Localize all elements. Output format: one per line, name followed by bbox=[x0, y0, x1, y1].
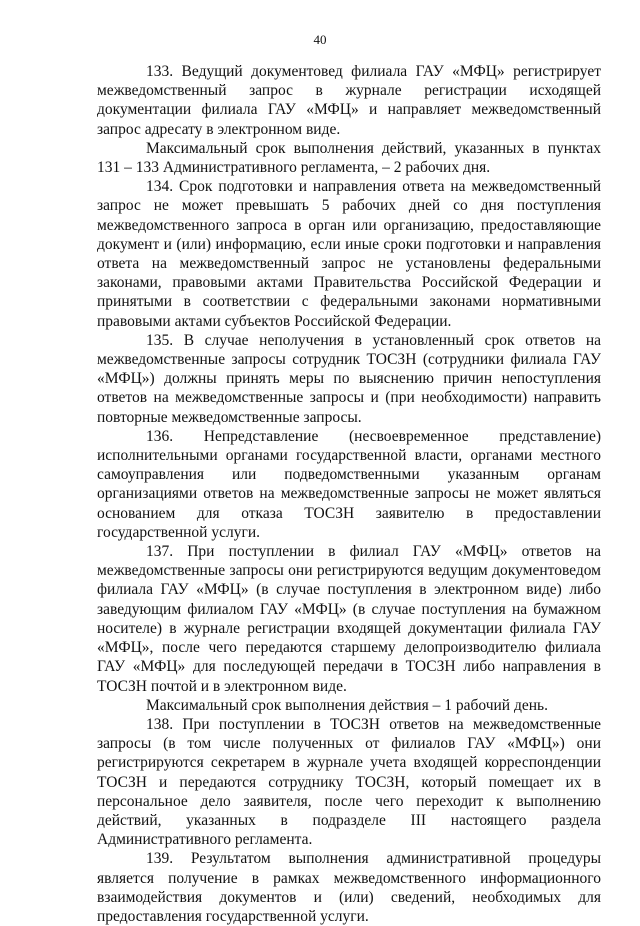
paragraph-136: 136. Непредставление (несвоевременное представление) исполнительными органами государственной власти, органами местного самоуправления или подведомственными указанным органам организациями ответов на межведомственные запросы не может являться основанием для отказа ТОСЗН заявителю в предоставлении государственной услуги. bbox=[97, 427, 601, 541]
paragraph-134: 134. Срок подготовки и направления ответа на межведомственный запрос не может превышать 5 рабочих дней со дня поступления межведомственного запроса в орган или организацию, предоставляющие документ и (или) информацию, если иные сроки подготовки и направления ответа на межведомственный запрос не установлены федеральными законами, правовыми актами Правительства Российской Федерации и принятыми в соответствии с федеральными законами нормативными правовыми актами субъектов Российской Федерации. bbox=[97, 178, 601, 330]
paragraph-138: 138. При поступлении в ТОСЗН ответов на межведомственные запросы (в том числе полученных от филиалов ГАУ «МФЦ») они регистрируются секретарем в журнале учета входящей корреспонденции ТОСЗН и передаются сотруднику ТОСЗН, который помещает их в персональное дело заявителя, после чего переходит к выполнению действий, указанных в подразделе III настоящего раздела Административного регламента. bbox=[97, 715, 601, 849]
paragraph-139: 139. Результатом выполнения административной процедуры является получение в рамках межведомственного информационного взаимодействия документов и (или) сведений, необходимых для предоставления государственной услуги. bbox=[97, 850, 601, 925]
paragraph-deadline-137: Максимальный срок выполнения действия – 1 рабочий день. bbox=[146, 696, 548, 714]
paragraph-deadline-131-133: Максимальный срок выполнения действий, указанных в пунктах 131 – 133 Административного регламента, – 2 рабочих дня. bbox=[97, 139, 601, 177]
paragraph-133: 133. Ведущий документовед филиала ГАУ «МФЦ» регистрирует межведомственный запрос в журнале регистрации исходящей документации филиала ГАУ «МФЦ» и направляет межведомственный запрос адресату в электронном виде. bbox=[97, 63, 601, 138]
paragraph-137: 137. При поступлении в филиал ГАУ «МФЦ» ответов на межведомственные запросы они регистрируются ведущим документоведом филиала ГАУ «МФЦ» (в случае поступления в электронном виде) либо заведующим филиалом ГАУ «МФЦ» (в случае поступления на бумажном носителе) в журнале регистрации входящей документации филиала ГАУ «МФЦ», после чего передаются старшему делопроизводителю филиала ГАУ «МФЦ» для последующей передачи в ТОСЗН либо направления в ТОСЗН почтой и в электронном виде. bbox=[97, 543, 601, 695]
page-number: 40 bbox=[313, 32, 327, 47]
paragraph-135: 135. В случае неполучения в установленный срок ответов на межведомственные запросы сотрудник ТОСЗН (сотрудники филиала ГАУ «МФЦ») должны принять меры по выяснению причин непоступления ответов на межведомственные запросы и (при необходимости) направить повторные межведомственные запросы. bbox=[97, 331, 601, 426]
document-body bbox=[97, 62, 601, 926]
